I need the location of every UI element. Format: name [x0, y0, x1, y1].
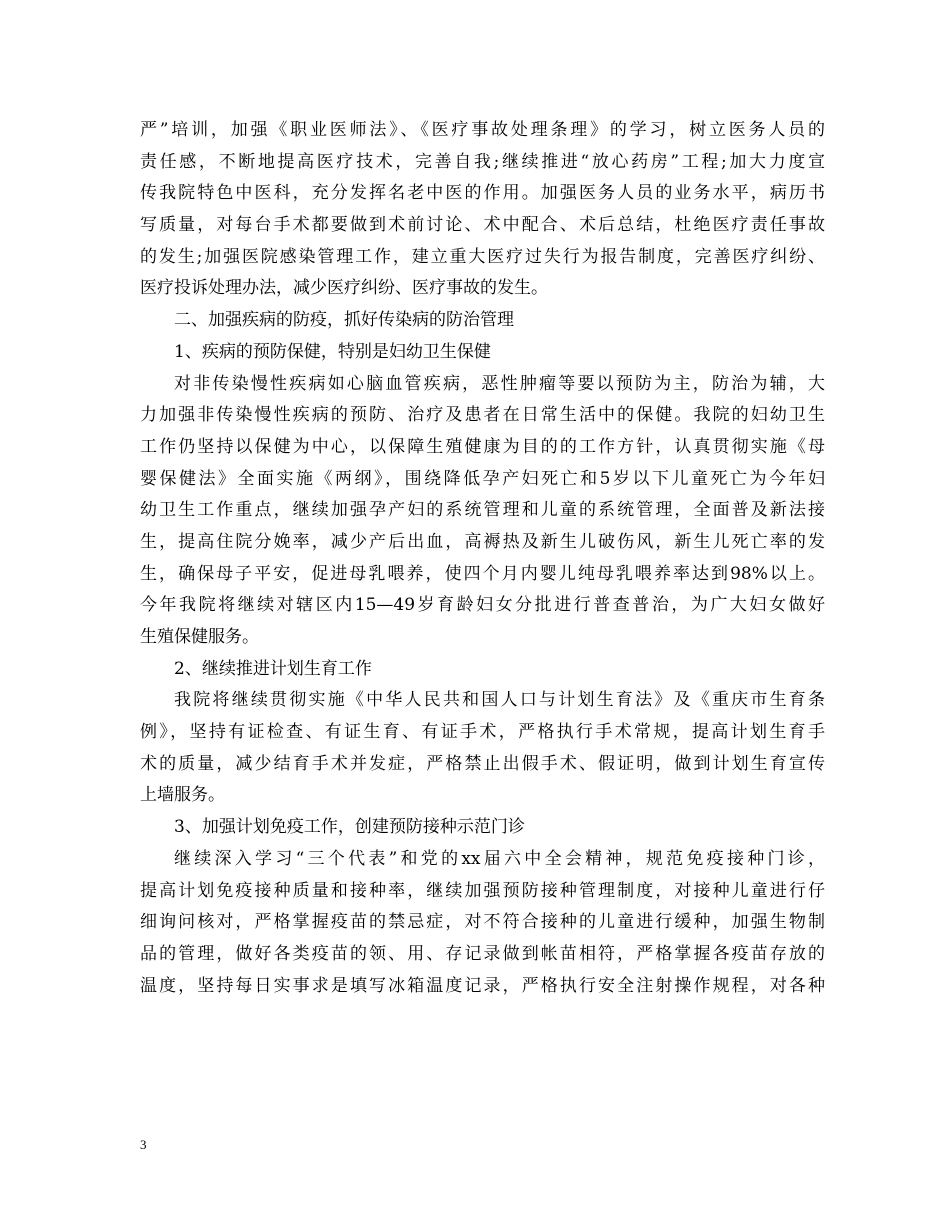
text-line: 温度，坚持每日实事求是填写冰箱温度记录，严格执行安全注射操作规程，对各种	[140, 975, 825, 996]
document-body	[140, 115, 825, 1002]
text-line: 提高计划免疫接种质量和接种率，继续加强预防接种管理制度，对接种儿童进行仔	[140, 880, 825, 901]
text-line: 责任感，不断地提高医疗技术，完善自我;继续推进“放心药房”工程;加大力度宣	[140, 151, 825, 172]
text-line: 细询问核对，严格掌握疫苗的禁忌症，对不符合接种的儿童进行缓种，加强生物制	[140, 912, 825, 933]
text-line: 二、加强疾病的防疫，抓好传染病的防治管理	[174, 310, 514, 331]
text-line: 医疗投诉处理办法，减少医疗纠纷、医疗事故的发生。	[140, 278, 548, 299]
text-line: 继续深入学习“三个代表”和党的xx届六中全会精神，规范免疫接种门诊，	[174, 848, 825, 869]
text-line: 术的质量，减少结育手术并发症，严格禁止出假手术、假证明，做到计划生育宣传	[140, 753, 825, 774]
text-line: 工作仍坚持以保健为中心，以保障生殖健康为目的的工作方针，认真贯彻实施《母	[140, 436, 825, 457]
text-line: 生殖保健服务。	[140, 627, 259, 647]
text-line: 我院将继续贯彻实施《中华人民共和国人口与计划生育法》及《重庆市生育条	[174, 690, 825, 711]
text-line: 的发生;加强医院感染管理工作，建立重大医疗过失行为报告制度，完善医疗纠纷、	[140, 246, 825, 267]
text-line: 婴保健法》全面实施《两纲》，围绕降低孕产妇死亡和5岁以下儿童死亡为今年妇	[140, 468, 825, 489]
text-line: 生，确保母子平安，促进母乳喂养，使四个月内婴儿纯母乳喂养率达到98%以上。	[140, 563, 825, 584]
text-line: 幼卫生工作重点，继续加强孕产妇的系统管理和儿童的系统管理，全面普及新法接	[140, 500, 825, 521]
text-line: 对非传染慢性疾病如心脑血管疾病，恶性肿瘤等要以预防为主，防治为辅，大	[174, 373, 825, 394]
text-line: 严”培训，加强《职业医师法》、《医疗事故处理条理》的学习，树立医务人员的	[140, 120, 825, 140]
text-line: 上墙服务。	[140, 785, 225, 806]
page-number: 3	[140, 1137, 147, 1152]
text-line: 力加强非传染慢性疾病的预防、治疗及患者在日常生活中的保健。我院的妇幼卫生	[140, 405, 825, 426]
text-line: 2、继续推进计划生育工作	[174, 658, 372, 679]
text-line: 今年我院将继续对辖区内15—49岁育龄妇女分批进行普查普治，为广大妇女做好	[140, 595, 825, 616]
text-line: 例》，坚持有证检查、有证生育、有证手术，严格执行手术常规，提高计划生育手	[140, 722, 825, 743]
text-line: 品的管理，做好各类疫苗的领、用、存记录做到帐苗相符，严格掌握各疫苗存放的	[140, 943, 825, 964]
text-line: 3、加强计划免疫工作，创建预防接种示范门诊	[174, 817, 525, 838]
text-line: 传我院特色中医科，充分发挥名老中医的作用。加强医务人员的业务水平，病历书	[140, 183, 825, 204]
text-line: 1、疾病的预防保健，特别是妇幼卫生保健	[174, 341, 491, 362]
text-line: 写质量，对每台手术都要做到术前讨论、术中配合、术后总结，杜绝医疗责任事故	[140, 215, 825, 236]
text-line: 生，提高住院分娩率，减少产后出血，高褥热及新生儿破伤风，新生儿死亡率的发	[140, 531, 825, 552]
